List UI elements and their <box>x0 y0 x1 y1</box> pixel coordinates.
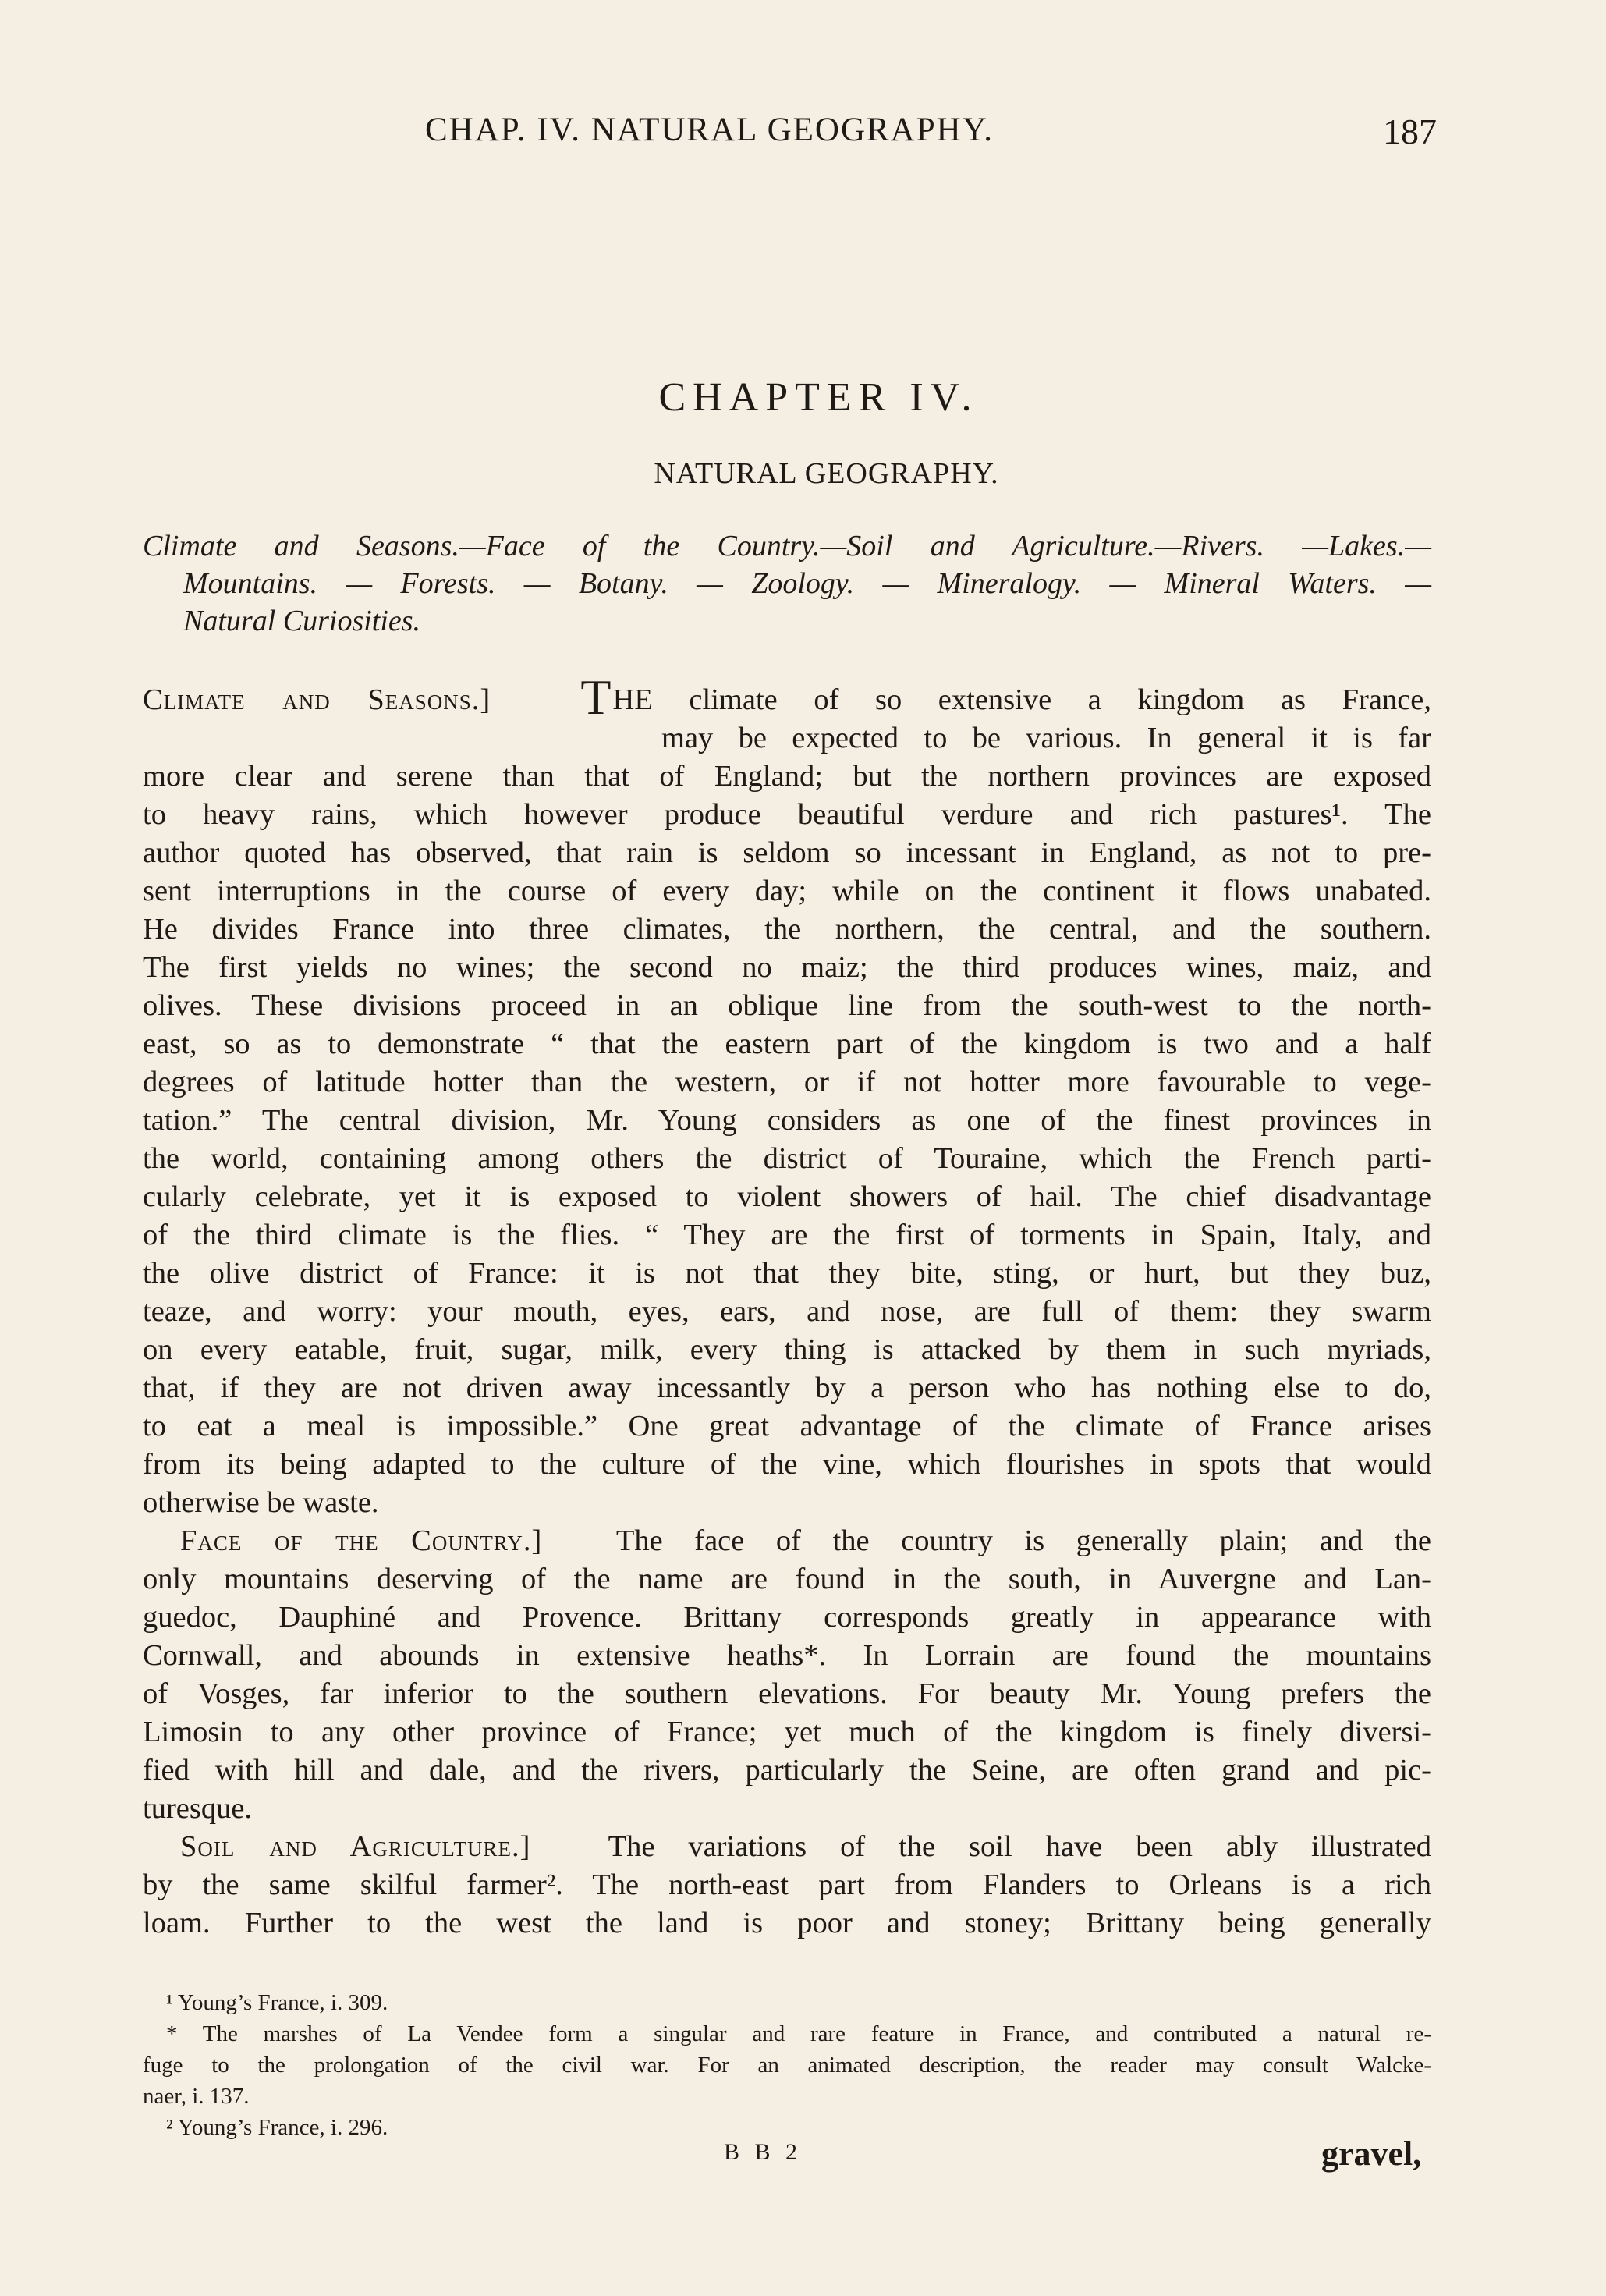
text-line: The face of the country is generally plain; and the <box>615 1524 1431 1557</box>
text-line: may be expected to be various. In general it is far <box>661 722 1431 754</box>
section-heading-face: Face of the Country.] <box>180 1524 543 1557</box>
footnote: fuge to the prolongation of the civil war. For an animated description, the reader may consult Walcke- <box>143 2053 1431 2078</box>
text-line: of Vosges, far inferior to the southern elevations. For beauty Mr. Young prefers the <box>143 1677 1431 1710</box>
text-line: turesque. <box>143 1792 253 1825</box>
text-line: east, so as to demonstrate “ that the eastern part of the kingdom is two and a half <box>143 1027 1431 1060</box>
drop-cap: T <box>580 669 612 725</box>
footnote: * The marshes of La Vendee form a singular and rare feature in France, and contributed a natural re- <box>166 2021 1431 2046</box>
text-line: teaze, and worry: your mouth, eyes, ears, and nose, are full of them: they swarm <box>143 1295 1431 1328</box>
text-line: loam. Further to the west the land is poor and stoney; Brittany being generally <box>143 1907 1431 1939</box>
footnote: naer, i. 137. <box>143 2084 250 2109</box>
text-line: guedoc, Dauphiné and Provence. Brittany corresponds greatly in appearance with <box>143 1601 1431 1634</box>
text-line: tation.” The central division, Mr. Young considers as one of the finest provinces in <box>143 1104 1431 1137</box>
text-line: otherwise be waste. <box>143 1486 379 1519</box>
section-heading-soil: Soil and Agriculture.] <box>180 1830 531 1863</box>
soil-section <box>143 1828 1431 1943</box>
text-line: fied with hill and dale, and the rivers, particularly the Seine, are often grand and pic- <box>143 1754 1431 1787</box>
text-line: more clear and serene than that of England; but the northern provinces are exposed <box>143 760 1431 793</box>
text-line: on every eatable, fruit, sugar, milk, every thing is attacked by them in such myriads, <box>143 1333 1431 1366</box>
text-line: that, if they are not driven away incessantly by a person who has nothing else to do, <box>143 1372 1431 1404</box>
section-heading-climate: Climate and Seasons.] <box>143 683 491 716</box>
climate-first-line <box>143 669 1431 725</box>
footnote: ² Young’s France, i. 296. <box>166 2115 388 2140</box>
footnotes <box>143 1987 1431 2143</box>
chapter-subtitle: NATURAL GEOGRAPHY. <box>654 457 999 490</box>
running-head: CHAP. IV. NATURAL GEOGRAPHY. <box>425 112 994 148</box>
text-line: olives. These divisions proceed in an oblique line from the south-west to the north- <box>143 989 1431 1022</box>
contents-line: Natural Curiosities. <box>183 605 421 637</box>
climate-section <box>143 669 1431 1522</box>
chapter-contents <box>143 527 1431 640</box>
text-line: Limosin to any other province of France; yet much of the kingdom is finely diversi- <box>143 1716 1431 1748</box>
page-number: 187 <box>1383 112 1437 151</box>
text-line: only mountains deserving of the name are found in the south, in Auvergne and Lan- <box>143 1563 1431 1595</box>
footnote: ¹ Young’s France, i. 309. <box>166 1990 388 2015</box>
text-line: sent interruptions in the course of every day; while on the continent it flows unabated. <box>143 875 1431 907</box>
text-line: He divides France into three climates, the northern, the central, and the southern. <box>143 913 1431 946</box>
text-line: HE climate of so extensive a kingdom as France, <box>612 683 1431 716</box>
chapter-title: CHAPTER IV. <box>658 375 979 420</box>
text-line: degrees of latitude hotter than the western, or if not hotter more favourable to vege- <box>143 1066 1431 1098</box>
signature-mark: B B 2 <box>724 2139 803 2165</box>
text-line: to eat a meal is impossible.” One great advantage of the climate of France arises <box>143 1410 1431 1443</box>
contents-line: Mountains. — Forests. — Botany. — Zoology. — Mineralogy. — Mineral Waters. — <box>183 567 1431 600</box>
face-section <box>143 1522 1431 1828</box>
face-first-line <box>143 1522 1431 1560</box>
soil-first-line <box>143 1828 1431 1866</box>
text-line: author quoted has observed, that rain is seldom so incessant in England, as not to pre- <box>143 836 1431 869</box>
text-line: cularly celebrate, yet it is exposed to violent showers of hail. The chief disadvantage <box>143 1180 1431 1213</box>
text-line: The first yields no wines; the second no maiz; the third produces wines, maiz, and <box>143 951 1431 984</box>
text-line: to heavy rains, which however produce beautiful verdure and rich pastures¹. The <box>143 798 1431 831</box>
text-line: the world, containing among others the district of Touraine, which the French parti- <box>143 1142 1431 1175</box>
catchword: gravel, <box>1321 2135 1422 2173</box>
contents-line: Climate and Seasons.—Face of the Country.—Soil and Agriculture.—Rivers. —Lakes.— <box>143 530 1431 562</box>
text-line: from its being adapted to the culture of the vine, which flourishes in spots that would <box>143 1448 1431 1481</box>
text-line: the olive district of France: it is not that they bite, sting, or hurt, but they buz, <box>143 1257 1431 1290</box>
text-line: by the same skilful farmer². The north-east part from Flanders to Orleans is a rich <box>143 1868 1431 1901</box>
text-line: Cornwall, and abounds in extensive heaths*. In Lorrain are found the mountains <box>143 1639 1431 1672</box>
text-line: of the third climate is the flies. “ They are the first of torments in Spain, Italy, and <box>143 1219 1431 1251</box>
text-line: The variations of the soil have been ably illustrated <box>608 1830 1431 1863</box>
body-text <box>143 669 1431 1943</box>
